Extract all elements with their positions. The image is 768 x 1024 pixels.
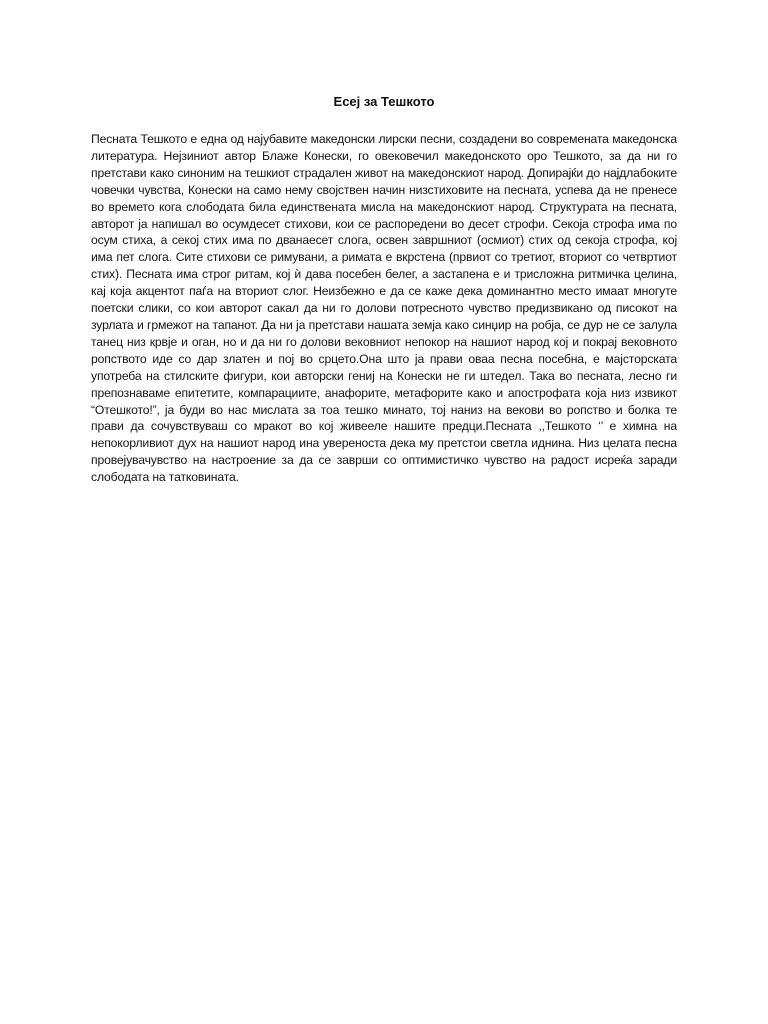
essay-title: Есеј за Тешкото [333, 94, 435, 109]
essay-body-paragraph: Песната Тешкото е една од најубавите македонски лирски песни, создадени во современата македонска литература. Нејзиниот автор Блаже Конески, го овековечил македонското оро Тешкото, за да ни го претстави како синоним на тешкиот страдален живот на македонскиот народ. Допирајќи до најдлабоките човечки чувства, Конески на само нему својствен начин низстиховите на песната, успева да не пренесе во времето кога слободата била единствената мисла на македонскиот народ. Структурата на песната, авторот ја напишал во осумдесет стихови, кои се распоредени во десет строфи. Секоја строфа има по осум стиха, а секој стих има по дванаесет слога, освен завршниот (осмиот) стих од секоја строфа, кој има пет слога. Сите стихови се римувани, а римата е вкрстена (првиот со третиот, вториот со четвртиот стих). Песната има строг ритам, кој ѝ дава посебен белег, а застапена е и трисложна ритмичка целина, кај која акцентот паѓа на вториот слог. Неизбежно е да се каже дека доминантно место имаат многуте поетски слики, со кои авторот сакал да ни го долови потресното чувство предизвикано од писокот на зурлата и грмежот на тапанот. Да ни ја претстави нашата земја како синџир на робја, се дур не се залула танец низ крвје и оган, но и да ни го долови вековниот непокор на нашиот народ кој и покрај вековното ропството иде со дар златен и пој во срцето.Она што ја прави оваа песна посебна, е мајсторската употреба на стилските фигури, кои авторски гениј на Конески не ги штедел. Така во песната, лесно ги препознаваме епитетите, компарациите, анафорите, метафорите како и апострофата која низ извикот “Отешкото!”, ја буди во нас мислата за тоа тешко минато, тој наниз на векови во ропство и болка те прави да сочувствуваш со мракот во кој живееле нашите предци.Песната ,,Тешкото ‘’ е химна на непокорливиот дух на нашиот народ ина увереноста дека му претстои светла иднина. Низ целата песна провејувачувство на настроение за да се заврши со оптимистичко чувство на радост исреќа заради слободата на татковината. [91, 132, 677, 485]
